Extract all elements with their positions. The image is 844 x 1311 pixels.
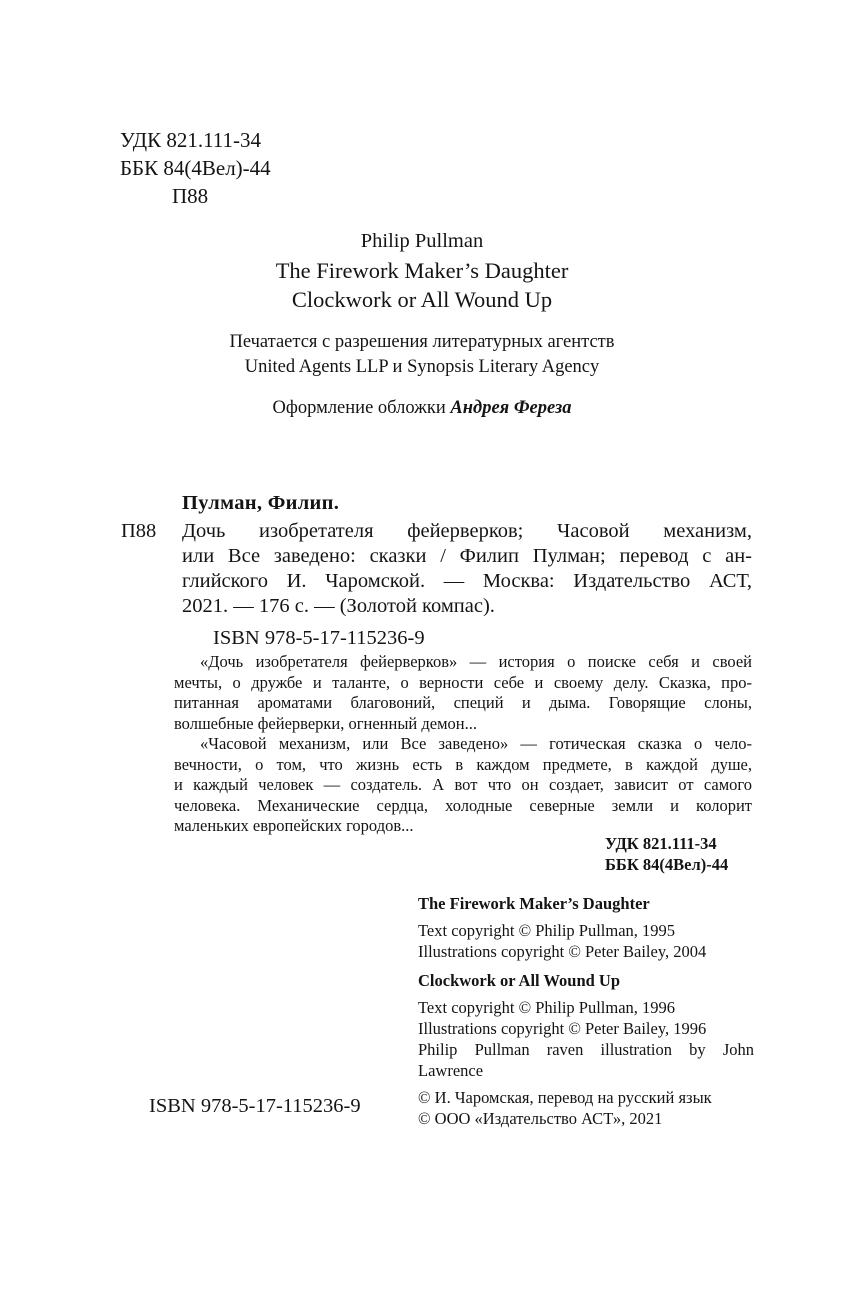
udk-code-right: УДК 821.111-34 [605, 834, 717, 853]
annotation-line: и каждый человек — создатель. А вот что он создает, зависит от самого [174, 775, 752, 794]
annotation-line: «Дочь изобретателя фейерверков» — история о поиске себя и своей [200, 652, 752, 671]
biblio-description [182, 519, 752, 619]
copyright-translation: © И. Чаромская, перевод на русский язык [418, 1088, 712, 1107]
cover-prefix: Оформление обложки [272, 398, 451, 418]
copyright-book-1-title: The Firework Maker’s Daughter [418, 894, 650, 913]
copyright-block [418, 893, 754, 1129]
permission-notice [0, 330, 844, 380]
copyright-book-1-text: Text copyright © Philip Pullman, 1995 [418, 921, 676, 940]
udk-code: УДК 821.111-34 [120, 128, 262, 152]
permission-line-2: United Agents LLP и Synopsis Literary Agency [244, 357, 600, 377]
copyright-book-2-title: Clockwork or All Wound Up [418, 971, 621, 990]
permission-line-1: Печатается с разрешения литературных агентств [229, 332, 615, 352]
english-author: Philip Pullman [360, 230, 484, 252]
author-sign: П88 [172, 184, 209, 208]
copyright-book-2-text: Text copyright © Philip Pullman, 1996 [418, 998, 676, 1017]
biblio-line: глийского И. Чаромской. — Москва: Издательство АСТ, [182, 570, 752, 592]
copyright-publisher: © ООО «Издательство АСТ», 2021 [418, 1109, 663, 1128]
bbk-code-right: ББК 84(4Вел)-44 [605, 855, 729, 874]
biblio-line: или Все заведено: сказки / Филип Пулман; перевод с ан- [182, 545, 752, 567]
copyright-raven-line-2: Lawrence [418, 1061, 484, 1080]
biblio-line: 2021. — 176 с. — (Золотой компас). [182, 595, 495, 617]
biblio-author: Пулман, Филип. [182, 492, 340, 514]
annotation-line: «Часовой механизм, или Все заведено» — готическая сказка о чело- [200, 734, 752, 753]
bbk-code: ББК 84(4Вел)-44 [120, 156, 271, 180]
biblio-code: П88 [121, 520, 157, 542]
copyright-book-1-illustrations: Illustrations copyright © Peter Bailey, 2004 [418, 942, 707, 961]
annotation-line: человека. Механические сердца, холодные северные земли и колорит [174, 795, 752, 815]
annotation-line: питанная ароматами благовоний, специй и дыма. Говорящие слоны, [174, 693, 752, 712]
english-titles [0, 256, 844, 314]
biblio-line: Дочь изобретателя фейерверков; Часовой механизм, [182, 520, 752, 542]
cover-artist: Андрея Фереза [450, 398, 572, 418]
annotation-line: мечты, о дружбе и таланте, о верности себе и своему делу. Сказка, про- [174, 672, 752, 692]
copyright-raven-line-1: Philip Pullman raven illustration by John [418, 1040, 754, 1059]
classification-codes-right [605, 833, 728, 875]
english-title-2: Clockwork or All Wound Up [291, 287, 553, 312]
annotation-line: вечности, о том, что жизнь есть в каждом предмете, в каждой душе, [174, 754, 752, 774]
annotation-line: волшебные фейерверки, огненный демон... [174, 713, 478, 733]
cover-design-credit [0, 396, 844, 421]
copyright-book-2-illustrations: Illustrations copyright © Peter Bailey, 1996 [418, 1019, 707, 1038]
english-title-1: The Firework Maker’s Daughter [275, 258, 569, 283]
annotation [174, 652, 752, 837]
biblio-isbn: ISBN 978-5-17-115236-9 [213, 627, 425, 649]
classification-codes [120, 126, 271, 210]
annotation-line: маленьких европейских городов... [174, 816, 414, 835]
isbn-bottom: ISBN 978-5-17-115236-9 [149, 1095, 361, 1117]
